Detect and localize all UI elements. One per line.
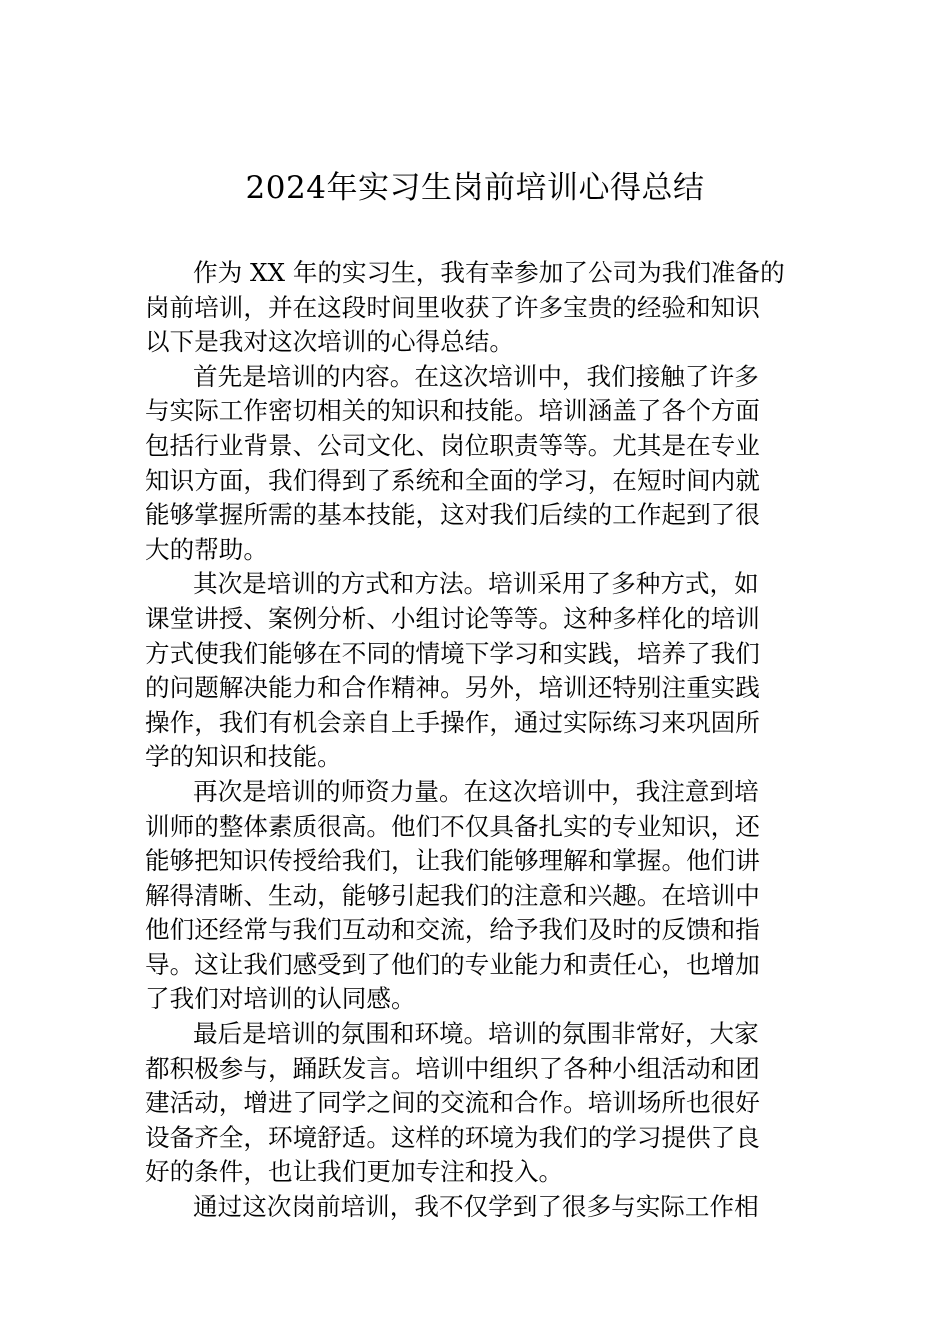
text-line: 知识方面，我们得到了系统和全面的学习，在短时间内就	[145, 465, 760, 495]
text-line: 方式使我们能够在不同的情境下学习和实践，培养了我们	[145, 638, 760, 668]
text-line: 作为 XX 年的实习生，我有幸参加了公司为我们准备的	[193, 258, 785, 287]
text-line: 学的知识和技能。	[145, 742, 342, 772]
text-line: 都积极参与，踊跃发言。培训中组织了各种小组活动和团	[145, 1053, 760, 1083]
document-body	[145, 256, 815, 1225]
text-line: 其次是培训的方式和方法。培训采用了多种方式，如	[193, 569, 759, 599]
text-line: 通过这次岗前培训，我不仅学到了很多与实际工作相	[193, 1192, 759, 1222]
text-line: 建活动，增进了同学之间的交流和合作。培训场所也很好	[145, 1088, 760, 1118]
text-line: 包括行业背景、公司文化、岗位职责等等。尤其是在专业	[145, 430, 760, 460]
text-line: 解得清晰、生动，能够引起我们的注意和兴趣。在培训中	[145, 880, 760, 910]
text-line: 能够把知识传授给我们，让我们能够理解和掌握。他们讲	[145, 846, 760, 876]
text-line: 以下是我对这次培训的心得总结。	[145, 327, 514, 357]
text-line: 他们还经常与我们互动和交流，给予我们及时的反馈和指	[145, 915, 760, 945]
text-line: 最后是培训的氛围和环境。培训的氛围非常好，大家	[193, 1019, 759, 1049]
text-line: 操作，我们有机会亲自上手操作，通过实际练习来巩固所	[145, 707, 760, 737]
text-line: 好的条件，也让我们更加专注和投入。	[145, 1157, 564, 1187]
text-line: 设备齐全，环境舒适。这样的环境为我们的学习提供了良	[145, 1122, 760, 1152]
text-line: 能够掌握所需的基本技能，这对我们后续的工作起到了很	[145, 500, 760, 530]
text-line: 与实际工作密切相关的知识和技能。培训涵盖了各个方面	[145, 396, 760, 426]
text-line: 训师的整体素质很高。他们不仅具备扎实的专业知识，还	[145, 811, 760, 841]
text-line: 首先是培训的内容。在这次培训中，我们接触了许多	[193, 361, 759, 391]
text-line: 了我们对培训的认同感。	[145, 984, 416, 1014]
text-line: 导。这让我们感受到了他们的专业能力和责任心，也增加	[145, 949, 760, 979]
text-line: 课堂讲授、案例分析、小组讨论等等。这种多样化的培训	[145, 603, 760, 633]
text-line: 再次是培训的师资力量。在这次培训中，我注意到培	[193, 776, 759, 806]
document-title: 2024年实习生岗前培训心得总结	[245, 170, 705, 206]
text-line: 的问题解决能力和合作精神。另外，培训还特别注重实践	[145, 673, 760, 703]
text-line: 岗前培训，并在这段时间里收获了许多宝贵的经验和知识	[145, 292, 760, 322]
text-line: 大的帮助。	[145, 534, 268, 564]
